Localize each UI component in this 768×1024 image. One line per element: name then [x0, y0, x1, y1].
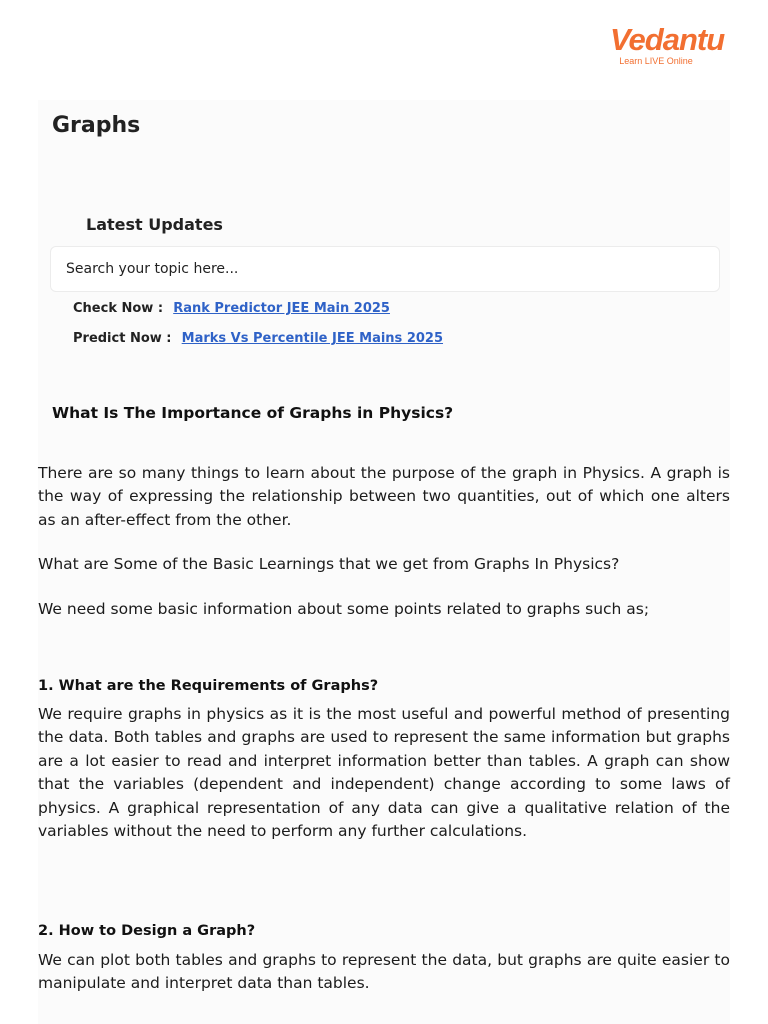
article-heading: What Is The Importance of Graphs in Physics?	[52, 404, 454, 422]
intro-paragraph: There are so many things to learn about the purpose of the graph in Physics. A graph is the way of expressing the relationship between two quantities, out of which one alters as an after-effect from the other.	[38, 464, 730, 529]
section-heading-requirements: 1. What are the Requirements of Graphs?	[38, 678, 379, 694]
page-title: Graphs	[52, 113, 141, 138]
section-text-requirements: We require graphs in physics as it is the most useful and powerful method of presenting the data. Both tables and graphs are used to represent the same information but graphs are a lot easier to read and interpret information better than tables. A graph can show that the variables (dependent and independent) change according to some laws of physics. A graphical representation of any data can give a qualitative relation of the variables without the need to perform any further calculations.	[38, 705, 730, 841]
search-input[interactable]	[50, 246, 720, 292]
latest-updates-heading: Latest Updates	[86, 215, 223, 234]
logo-tagline: Learn LIVE Online	[619, 56, 693, 66]
question-paragraph: What are Some of the Basic Learnings that we get from Graphs In Physics?	[38, 555, 620, 573]
logo-wordmark: Vedantu	[610, 22, 725, 57]
section-heading-design: 2. How to Design a Graph?	[38, 923, 256, 939]
rank-predictor-link[interactable]: Rank Predictor JEE Main 2025	[173, 301, 390, 316]
section-text-design: We can plot both tables and graphs to represent the data, but graphs are quite easier to manipulate and interpret data than tables.	[38, 951, 730, 993]
vedantu-logo[interactable]	[610, 22, 725, 66]
marks-vs-percentile-link[interactable]: Marks Vs Percentile JEE Mains 2025	[181, 331, 444, 346]
lead-paragraph: We need some basic information about some points related to graphs such as;	[38, 600, 650, 618]
update-item-marks-vs-percentile	[73, 330, 443, 348]
update-label: Predict Now :	[73, 331, 172, 346]
update-item-rank-predictor	[73, 300, 390, 318]
update-label: Check Now :	[73, 301, 164, 316]
